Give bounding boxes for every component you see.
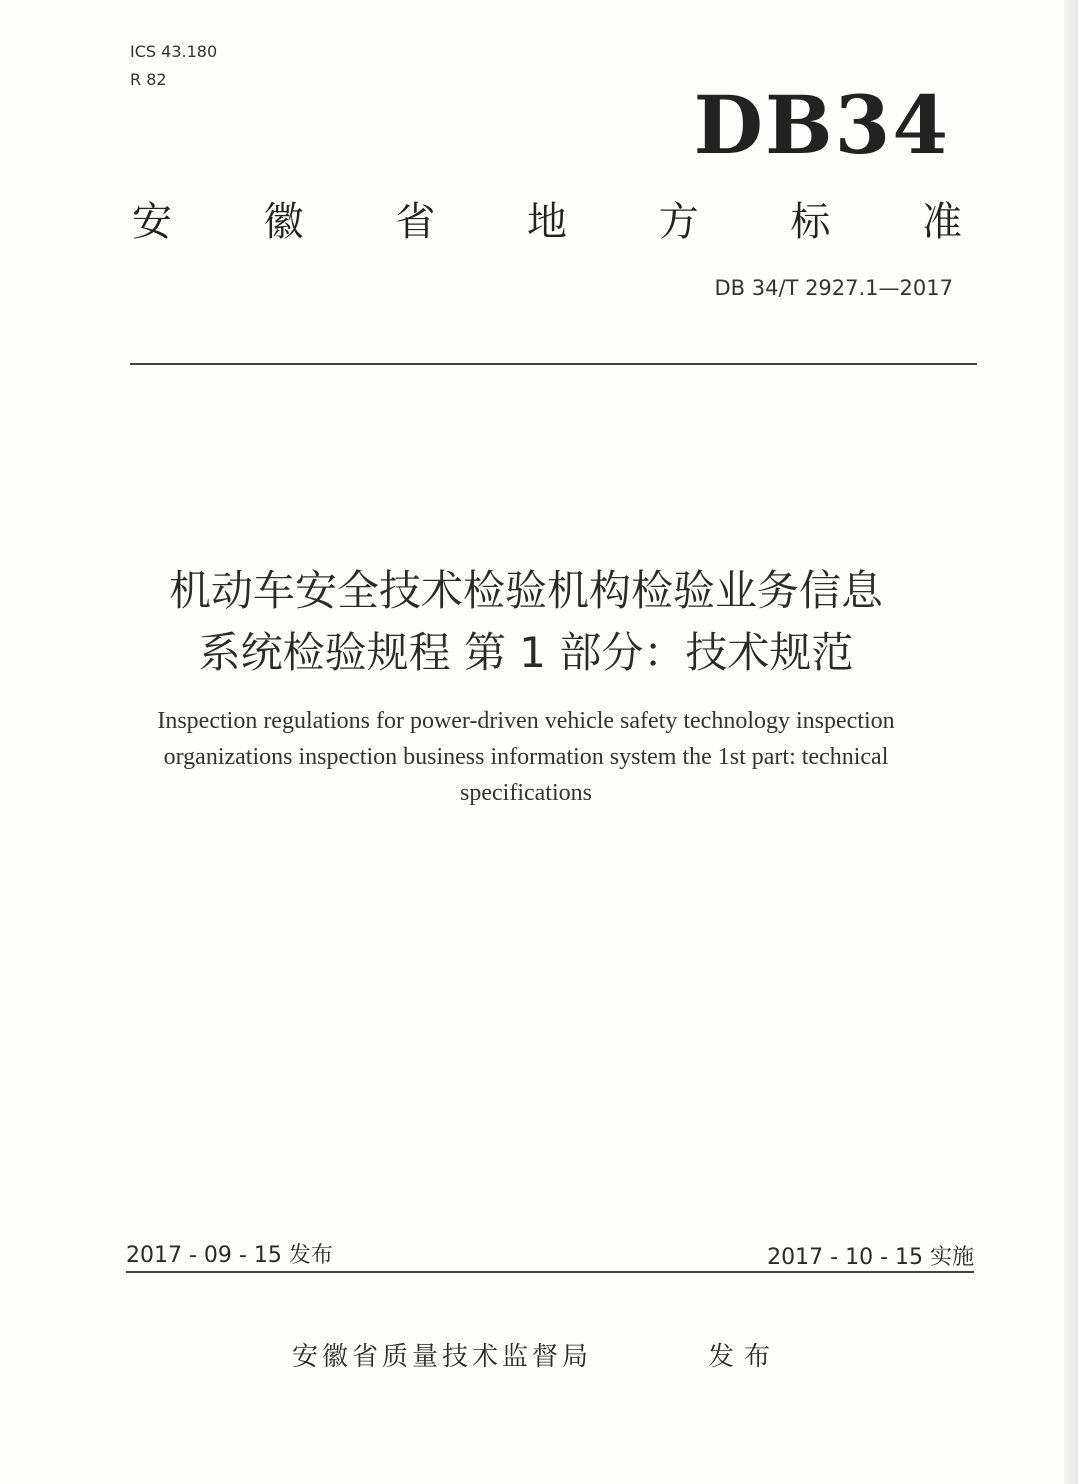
db-logo: DB34 — [693, 78, 950, 172]
english-title-line-3: specifications — [460, 780, 592, 806]
standard-number: DB 34/T 2927.1—2017 — [714, 276, 953, 300]
page-edge-shadow — [1064, 0, 1078, 1484]
ics-code: ICS 43.180 — [130, 42, 218, 61]
chinese-title-line-1: 机动车安全技术检验机构检验业务信息 — [168, 566, 883, 615]
publish-date: 2017 - 09 - 15 发布 — [126, 1243, 333, 1268]
header-divider — [130, 363, 977, 365]
english-title-line-1: Inspection regulations for power-driven vehicle safety technology inspection — [157, 708, 895, 734]
publisher-name: 安徽省质量技术监督局 — [292, 1342, 593, 1372]
standard-category-title: 安徽省地方标准 — [132, 199, 962, 245]
english-title-line-2: organizations inspection business information system the 1st part: technical — [163, 744, 889, 770]
publish-label: 发布 — [708, 1342, 781, 1372]
implementation-date: 2017 - 10 - 15 实施 — [767, 1245, 974, 1270]
classification-code: R 82 — [130, 70, 167, 89]
chinese-title-line-2: 系统检验规程 第 1 部分：技术规范 — [198, 628, 854, 677]
footer-divider — [126, 1271, 974, 1273]
